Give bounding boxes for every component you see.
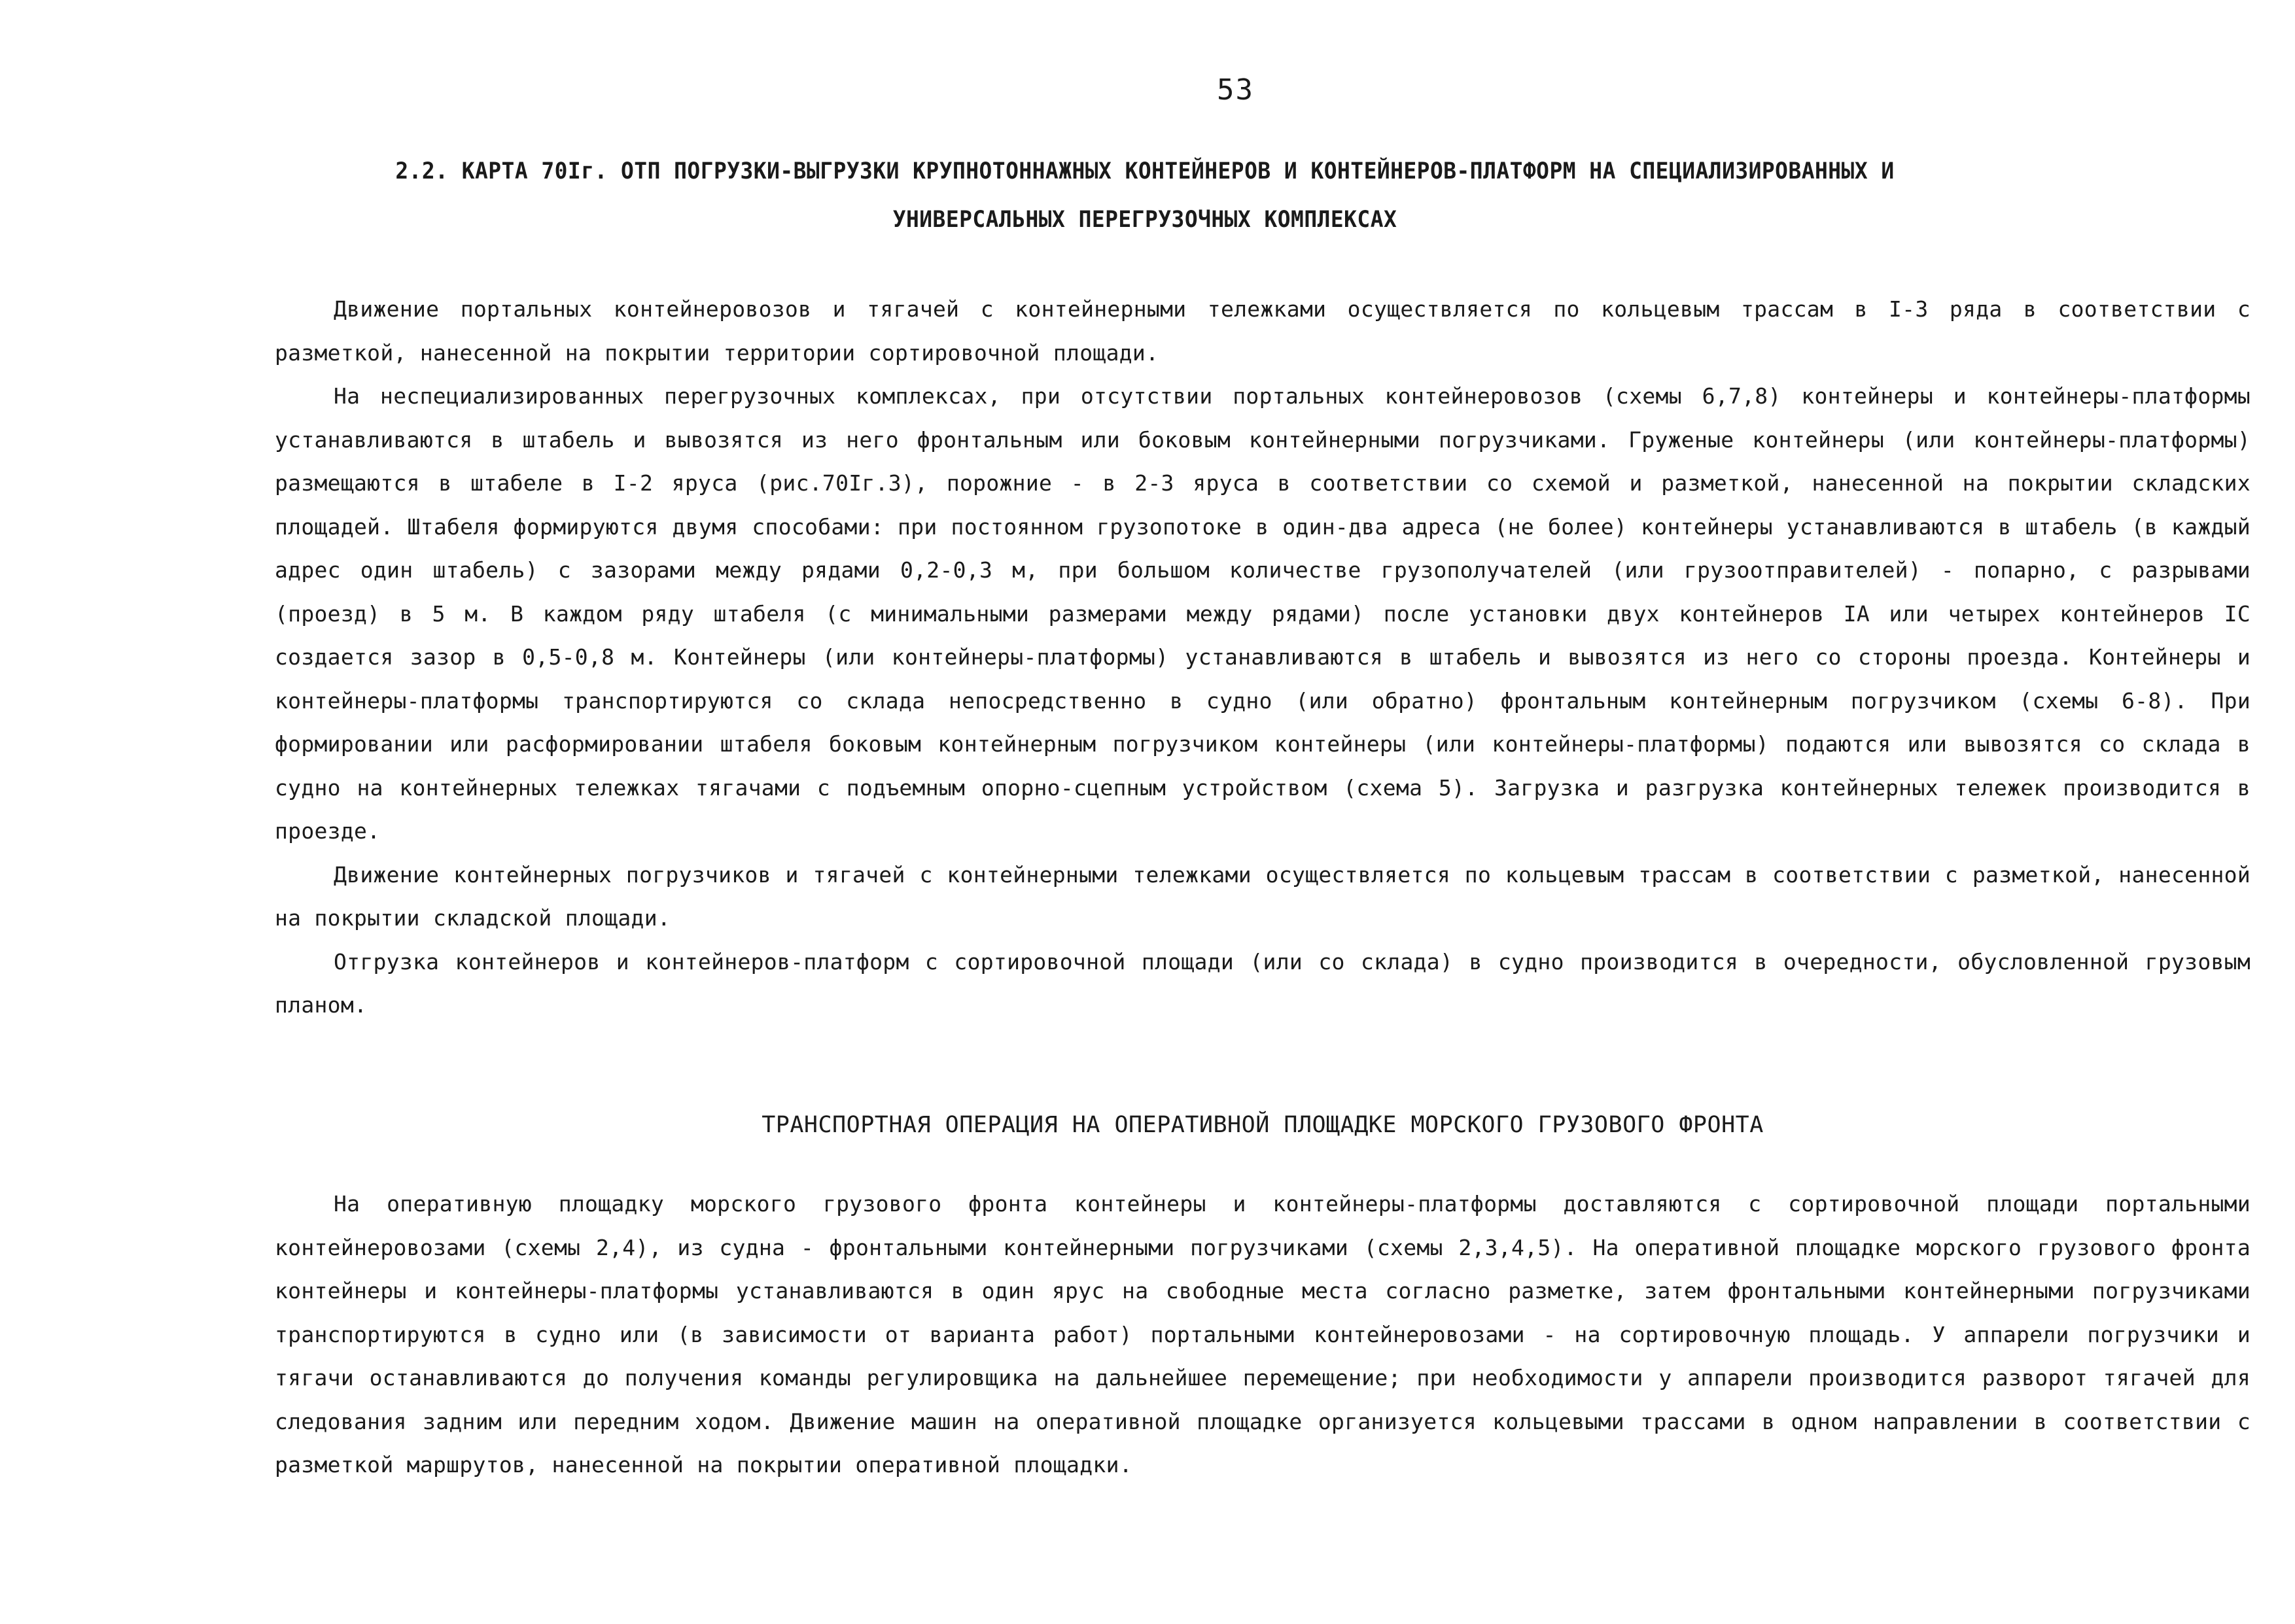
section-heading: [358, 147, 1932, 244]
section-1-body: [275, 288, 2251, 1028]
paragraph: На неспециализированных перегрузочных комплексах, при отсутствии портальных контейнеровозов (схемы 6,7,8) контейнеры и контейнеры-платформы устанавливаются в штабель и вывозятся из него фронтальным или боковым контейнерными погрузчиками. Груженые контейнеры (или контейнеры-платформы) размещаются в штабеле в I-2 яруса (рис.70Iг.3), порожние - в 2-3 яруса в соответствии со схемой и разметкой, нанесенной на покрытии складских площадей. Штабеля формируются двумя способами: при постоянном грузопотоке в один-два адреса (не более) контейнеры устанавливаются в штабель (в каждый адрес один штабель) с зазорами между рядами 0,2-0,3 м, при большом количестве грузополучателей (или грузоотправителей) - попарно, с разрывами (проезд) в 5 м. В каждом ряду штабеля (с минимальными размерами между рядами) после установки двух контейнеров IA или четырех контейнеров IC создается зазор в 0,5-0,8 м. Контейнеры (или контейнеры-платформы) устанавливаются в штабель и вывозятся из него со стороны проезда. Контейнеры и контейнеры-платформы транспортируются со склада непосредственно в судно (или обратно) фронтальным контейнерным погрузчиком (схемы 6-8). При формировании или расформировании штабеля боковым контейнерным погрузчиком контейнеры (или контейнеры-платформы) подаются или вывозятся со склада в судно на контейнерных тележках тягачами с подъемным опорно-сцепным устройством (схема 5). Загрузка и разгрузка контейнерных тележек производится в проезде.: [275, 383, 2251, 844]
paragraph: На оперативную площадку морского грузового фронта контейнеры и контейнеры-платформы доставляются с сортировочной площади портальными контейнеровозами (схемы 2,4), из судна - фронтальными контейнерными погрузчиками (схемы 2,3,4,5). На оперативной площадке морского грузового фронта контейнеры и контейнеры-платформы устанавливаются в один ярус на свободные места согласно разметке, затем фронтальными контейнерными погрузчиками транспортируются в судно или (в зависимости от варианта работ) портальными контейнеровозами - на сортировочную площадь. У аппарели погрузчики и тягачи останавливаются до получения команды регулировщика на дальнейшее перемещение; при необходимости у аппарели производится разворот тягачей для следования задним или передним ходом. Движение машин на оперативной площадке организуется кольцевыми трассами в одном направлении в соответствии с разметкой маршрутов, нанесенной на покрытии оперативной площадки.: [275, 1191, 2251, 1477]
paragraph: Движение портальных контейнеровозов и тягачей с контейнерными тележками осуществляется по кольцевым трассам в I-3 ряда в соответствии с разметкой, нанесенной на покрытии территории сортировочной площади.: [275, 296, 2251, 366]
section-heading-line-2: УНИВЕРСАЛЬНЫХ ПЕРЕГРУЗОЧНЫХ КОМПЛЕКСАХ: [892, 207, 1397, 233]
section-2-body: [275, 1183, 2251, 1487]
paragraph: Движение контейнерных погрузчиков и тягачей с контейнерными тележками осуществляется по кольцевым трассам в соответствии с разметкой, нанесенной на покрытии складской площади.: [275, 861, 2251, 931]
subsection-title: ТРАНСПОРТНАЯ ОПЕРАЦИЯ НА ОПЕРАТИВНОЙ ПЛОЩАДКЕ МОРСКОГО ГРУЗОВОГО ФРОНТА: [762, 1112, 1764, 1138]
page-number: 53: [1217, 73, 1254, 107]
section-heading-line-1: 2.2. КАРТА 70Iг. ОТП ПОГРУЗКИ-ВЫГРУЗКИ КРУПНОТОННАЖНЫХ КОНТЕЙНЕРОВ И КОНТЕЙНЕРОВ-ПЛАТФОРМ НА СПЕЦИАЛИЗИРОВАННЫХ И: [395, 158, 1895, 184]
paragraph: Отгрузка контейнеров и контейнеров-платформ с сортировочной площади (или со склада) в судно производится в очередности, обусловленной грузовым планом.: [275, 948, 2251, 1018]
